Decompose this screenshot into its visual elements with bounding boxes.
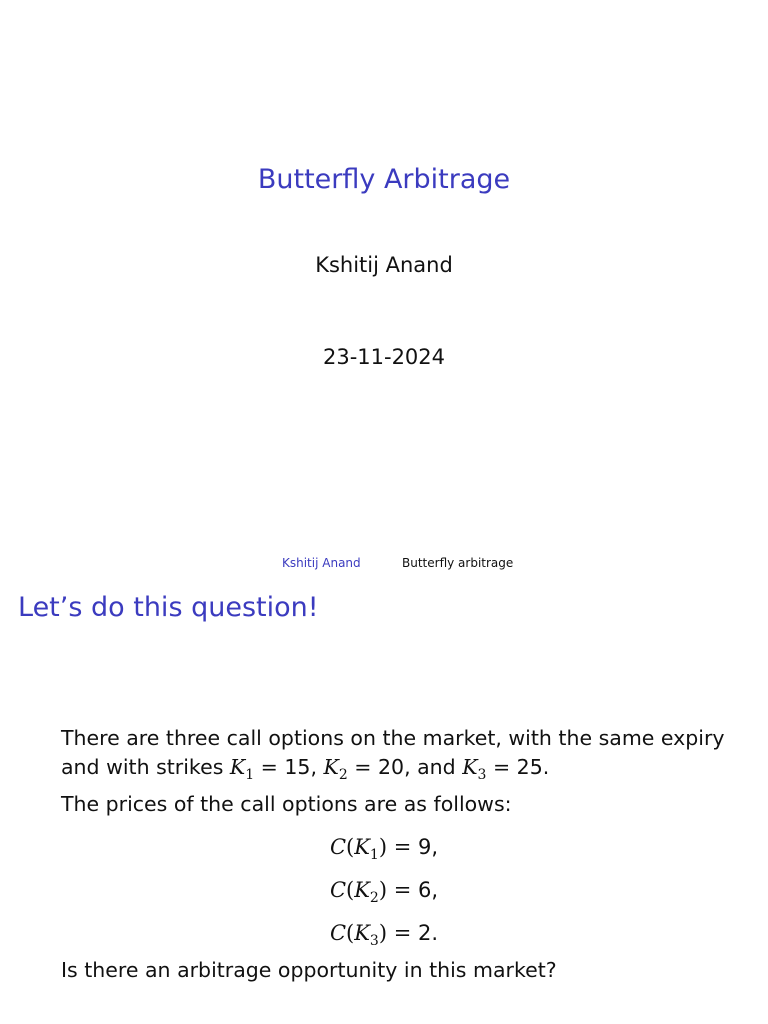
presentation-date: 23-11-2024 — [322, 345, 446, 369]
statement-line-1: There are three call options on the market, with the same expiry — [61, 726, 725, 750]
strike-k2: $K_2$ — [323, 755, 348, 783]
arbitrage-question: Is there an arbitrage opportunity in this market? — [61, 958, 557, 982]
strike-k1: $K_1$ — [229, 755, 255, 783]
problem-statement — [61, 724, 725, 819]
footer-title: Butterfly arbitrage — [402, 556, 514, 570]
price-equation-1: $C(K_1) = 9$, — [329, 835, 439, 863]
author-name: Kshitij Anand — [315, 253, 453, 277]
statement-line-2: and with strikes $K_1 = 15$, $K_2 = 20$, and $K_3 = 25$. — [61, 755, 550, 783]
price-equation-3: $C(K_3) = 2$. — [329, 921, 439, 949]
price-equation-2: $C(K_2) = 6$, — [329, 878, 439, 906]
slide-footer — [0, 556, 768, 574]
strikes-intro: and with strikes — [61, 755, 230, 779]
strike-k3-value: 25 — [516, 755, 543, 779]
strike-k3: $K_3$ — [462, 755, 487, 783]
footer-author: Kshitij Anand — [282, 556, 361, 570]
price-equations — [0, 830, 768, 959]
question-slide — [0, 578, 768, 1024]
statement-line-3: The prices of the call options are as follows: — [61, 792, 512, 816]
frame-title: Let’s do this question! — [18, 592, 319, 623]
presentation-title: Butterfly Arbitrage — [257, 164, 511, 195]
strike-k2-value: 20 — [377, 755, 405, 779]
strike-k1-value: 15 — [284, 755, 311, 779]
